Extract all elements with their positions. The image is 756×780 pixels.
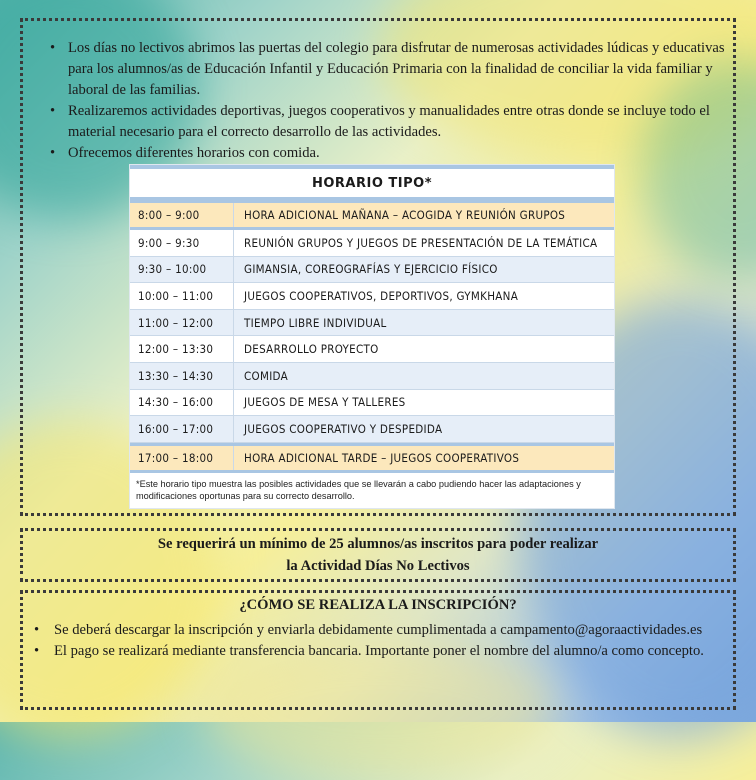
schedule-title: HORARIO TIPO*	[130, 169, 614, 200]
row-activity: JUEGOS COOPERATIVOS, DEPORTIVOS, GYMKHANA	[244, 288, 519, 303]
requirement-text	[20, 533, 736, 577]
schedule-row	[130, 363, 614, 390]
requirement-line: la Actividad Días No Lectivos	[286, 558, 470, 574]
schedule-row	[130, 230, 614, 257]
intro-bullet: • Ofrecemos diferentes horarios con comida.	[46, 143, 726, 164]
row-time: 9:00 – 9:30	[130, 230, 234, 256]
bullet-icon: •	[34, 622, 40, 638]
row-activity: JUEGOS DE MESA Y TALLERES	[244, 395, 406, 410]
row-time: 9:30 – 10:00	[130, 257, 234, 283]
row-activity: REUNIÓN GRUPOS Y JUEGOS DE PRESENTACIÓN DE LA TEMÁTICA	[244, 235, 598, 250]
inscription-bullet: • Se deberá descargar la inscripción y enviarla debidamente cumplimentada a campamento@agoraactividades.es	[32, 620, 722, 641]
row-time: 8:00 – 9:00	[130, 203, 234, 227]
row-time: 16:00 – 17:00	[130, 416, 234, 442]
inscription-bullet: • El pago se realizará mediante transferencia bancaria. Importante poner el nombre del alumno/a como concepto.	[32, 641, 722, 662]
row-time: 13:30 – 14:30	[130, 363, 234, 389]
row-activity: GIMANSIA, COREOGRAFÍAS Y EJERCICIO FÍSICO	[244, 262, 498, 277]
schedule-row	[130, 390, 614, 417]
row-activity: TIEMPO LIBRE INDIVIDUAL	[244, 315, 387, 330]
row-activity: JUEGOS COOPERATIVO Y DESPEDIDA	[244, 421, 443, 436]
row-activity: HORA ADICIONAL MAÑANA – ACOGIDA Y REUNIÓN GRUPOS	[244, 208, 566, 222]
schedule-row	[130, 336, 614, 363]
inscription-list	[32, 620, 722, 662]
bullet-icon: •	[50, 40, 56, 56]
schedule-row	[130, 200, 614, 230]
inscription-title: ¿CÓMO SE REALIZA LA INSCRIPCIÓN?	[239, 597, 517, 613]
schedule-note: *Este horario tipo muestra las posibles actividades que se llevarán a cabo pudiendo hacer las adaptaciones y modificaciones oportunas para su correcto desarrollo.	[136, 478, 581, 501]
bullet-icon: •	[50, 103, 56, 119]
row-activity: COMIDA	[244, 368, 288, 383]
requirement-line: Se requerirá un mínimo de 25 alumnos/as inscritos para poder realizar	[157, 536, 599, 552]
schedule-row	[130, 283, 614, 310]
schedule-row	[130, 443, 614, 473]
schedule-row	[130, 416, 614, 443]
schedule-table	[130, 165, 614, 508]
row-time: 17:00 – 18:00	[130, 446, 234, 470]
intro-bullet: • Realizaremos actividades deportivas, juegos cooperativos y manualidades entre otras donde se incluye todo el material necesario para el correcto desarrollo de las actividades.	[50, 103, 710, 140]
bullet-icon: •	[50, 145, 56, 161]
schedule-row	[130, 257, 614, 284]
row-time: 12:00 – 13:30	[130, 336, 234, 362]
schedule-row	[130, 310, 614, 337]
row-activity: HORA ADICIONAL TARDE – JUEGOS COOPERATIVOS	[244, 450, 520, 465]
intro-bullet: • Los días no lectivos abrimos las puertas del colegio para disfrutar de numerosas actividades lúdicas y educativas para los alumnos/as de Educación Infantil y Educación Primaria con la finalidad de conciliar la vida familiar y laboral de las familias.	[50, 40, 725, 98]
row-time: 14:30 – 16:00	[130, 390, 234, 416]
row-time: 11:00 – 12:00	[130, 310, 234, 336]
row-time: 10:00 – 11:00	[130, 283, 234, 309]
row-activity: DESARROLLO PROYECTO	[244, 342, 379, 357]
bullet-icon: •	[34, 643, 40, 659]
intro-list	[46, 38, 726, 164]
